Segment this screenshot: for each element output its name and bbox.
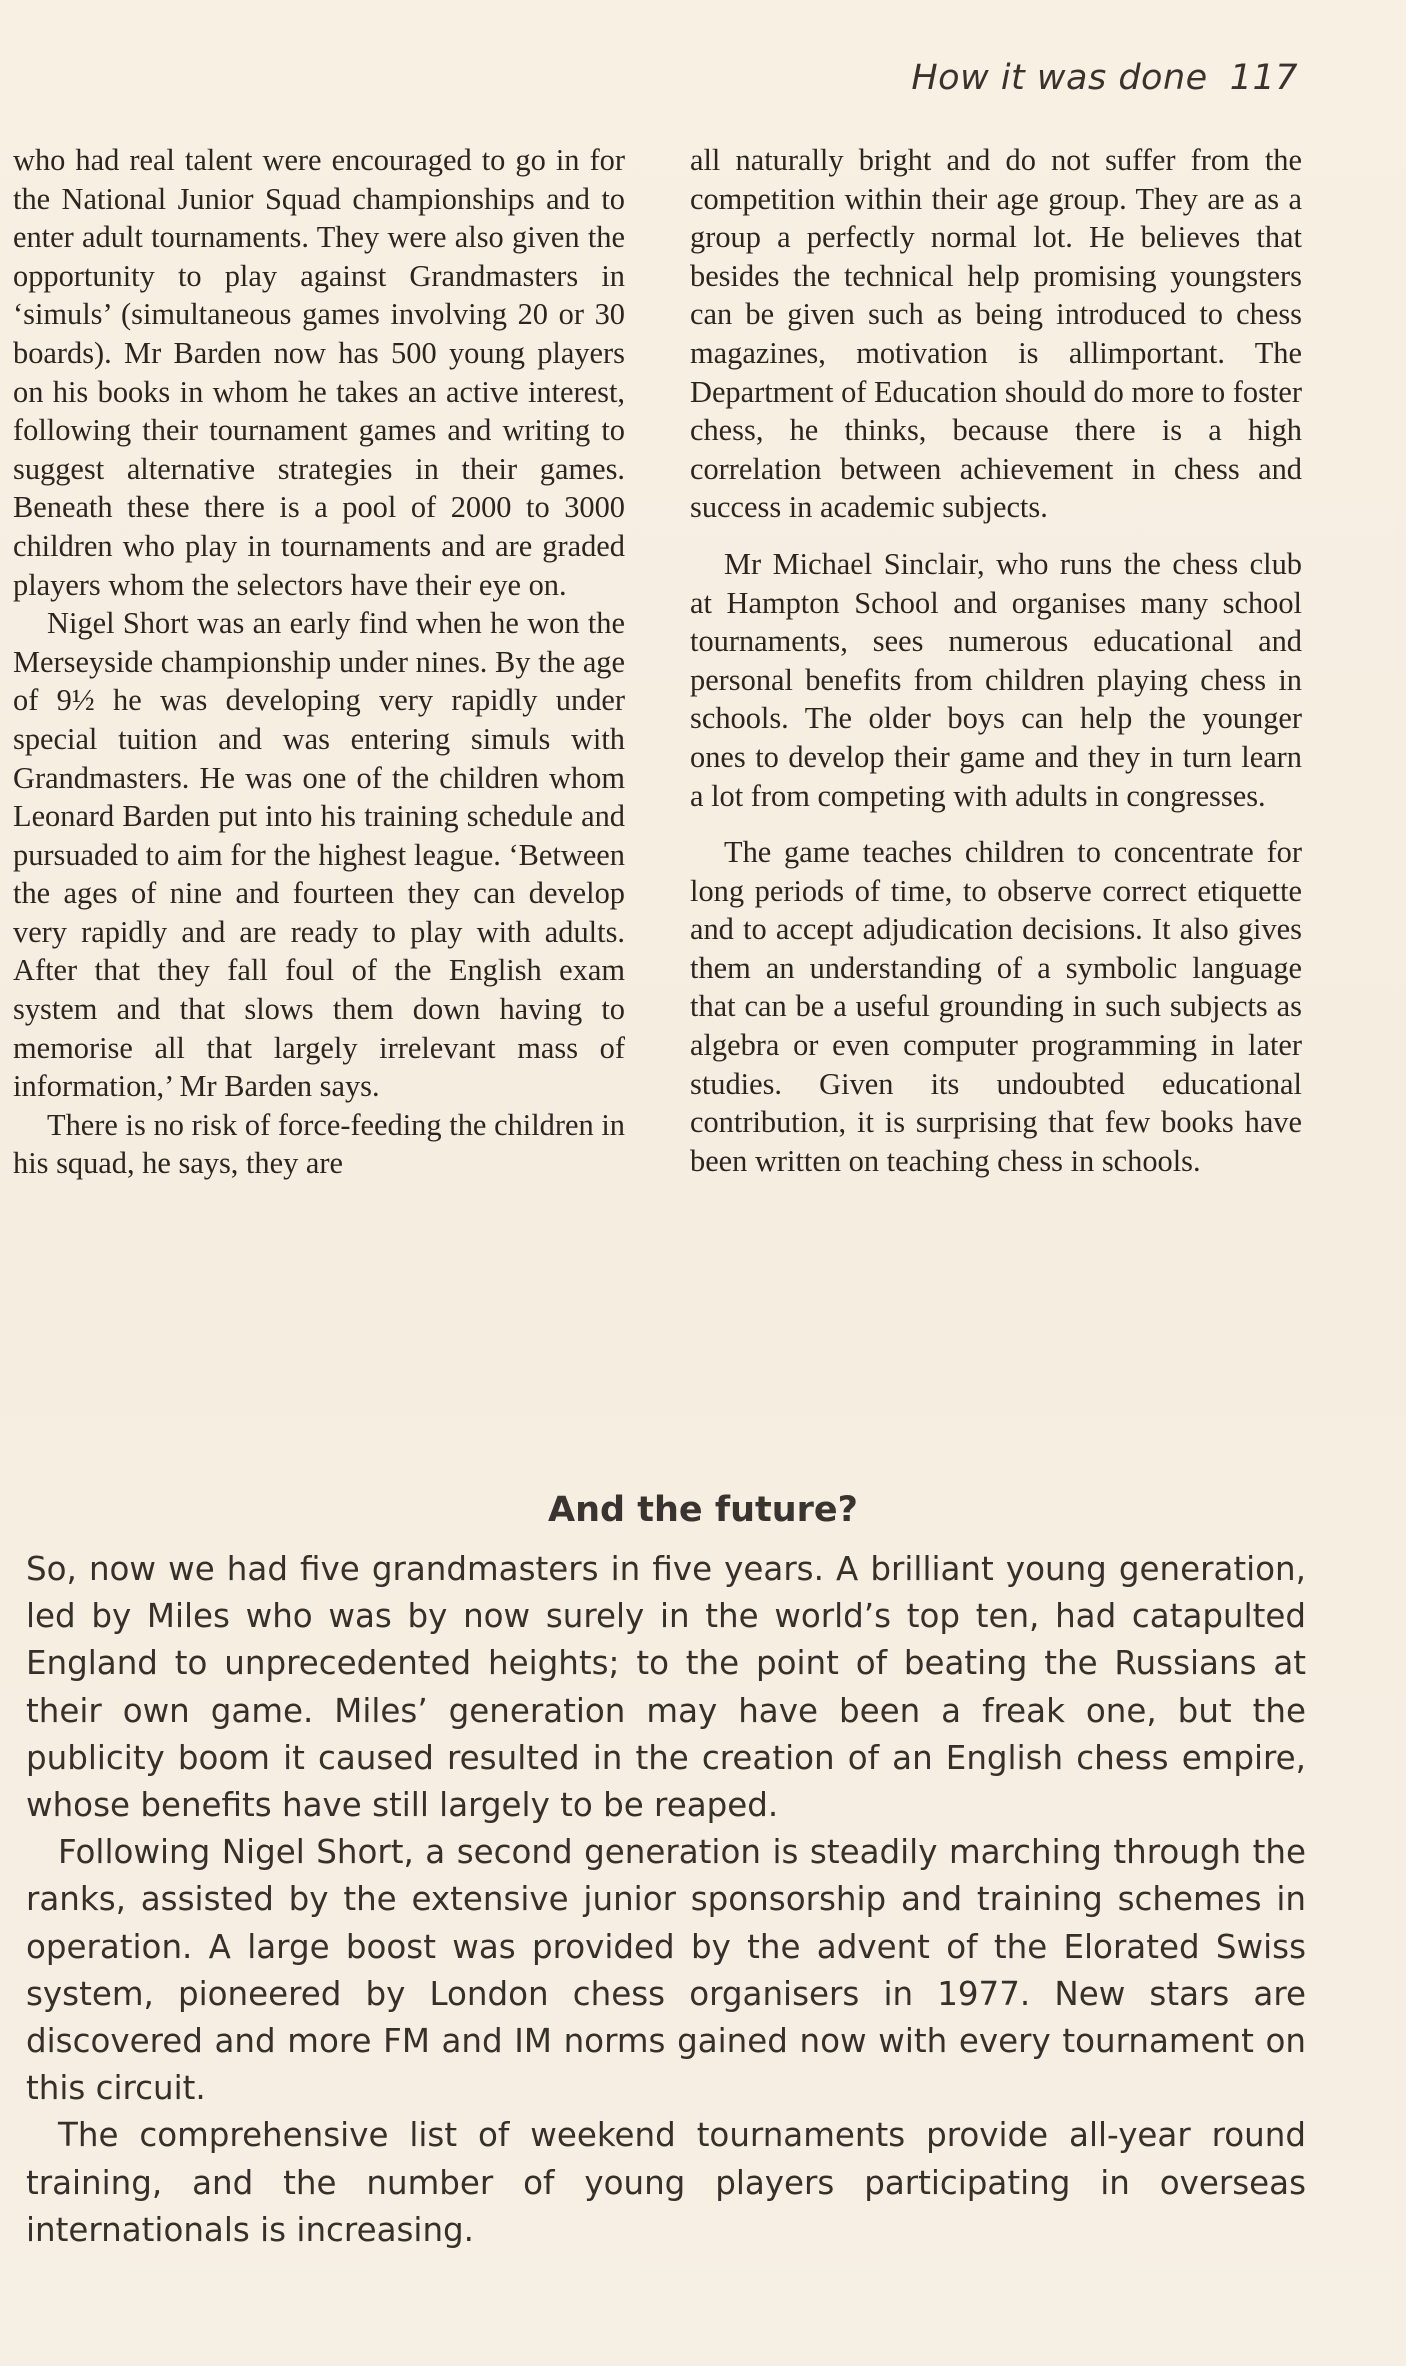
right-paragraph-2: Mr Michael Sinclair, who runs the chess club at Hampton School and organises many school tournaments, sees numerous educational and personal benefits from children playing chess in schools. The older boys can help the younger ones to develop their game and they in turn learn a lot from competing with adults in congresses. (690, 546, 1302, 813)
left-column (13, 141, 625, 1183)
page-number: 117 (1229, 58, 1298, 98)
right-paragraph-1: all naturally bright and do not suffer from the competition within their age group. They are as a group a perfectly normal lot. He believes that besides the technical help promising youngsters can be given such as being introduced to chess magazines, motivation is allimportant. The Department of Education should do more to foster chess, he thinks, because there is a high correlation between achievement in chess and success in academic subjects. (690, 143, 1302, 525)
section-paragraph-2: Following Nigel Short, a second generation is steadily marching through the ranks, assisted by the extensive junior sponsorship and training schemes in operation. A large boost was provided by the advent of the Elorated Swiss system, pioneered by London chess organisers in 1977. New stars are discovered and more FM and IM norms gained now with every tournament on this circuit. (26, 1833, 1306, 2108)
left-paragraph-2: Nigel Short was an early find when he won the Merseyside championship under nines. By the age of 9½ he was developing very rapidly under special tuition and was entering simuls with Grandmasters. He was one of the children whom Leonard Barden put into his training schedule and pursuaded to aim for the highest league. ‘Between the ages of nine and fourteen they can develop very rapidly and are ready to play with adults. After that they fall foul of the English exam system and that slows them down having to memorise all that largely irrelevant mass of information,’ Mr Barden says. (13, 606, 625, 1104)
right-column (690, 141, 1302, 1180)
running-head (911, 58, 1298, 98)
right-paragraph-3: The game teaches children to concentrate for long periods of time, to observe correct etiquette and to accept adjudication decisions. It also gives them an understanding of a symbolic language that can be a useful grounding in such subjects as algebra or even computer programming in later studies. Given its undoubted educational contribution, it is surprising that few books have been written on teaching chess in schools. (690, 835, 1302, 1178)
left-paragraph-3: There is no risk of force-feeding the children in his squad, he says, they are (13, 1107, 625, 1181)
section-body (26, 1546, 1306, 2254)
section-paragraph-3: The comprehensive list of weekend tournaments provide all-year round training, and the number of young players participating in overseas internationals is increasing. (26, 2116, 1306, 2249)
section-heading: And the future? (548, 1490, 858, 1530)
left-paragraph-1: who had real talent were encouraged to go in for the National Junior Squad championships and to enter adult tournaments. They were also given the opportunity to play against Grandmasters in ‘simuls’ (simultaneous games involving 20 or 30 boards). Mr Barden now has 500 young players on his books in whom he takes an active interest, following their tournament games and writing to suggest alternative strategies in their games. Beneath these there is a pool of 2000 to 3000 children who play in tournaments and are graded players whom the selectors have their eye on. (13, 143, 625, 602)
running-head-title: How it was done (911, 58, 1208, 98)
section-paragraph-1: So, now we had five grandmasters in five years. A brilliant young generation, led by Miles who was by now surely in the world’s top ten, had catapulted England to unprecedented heights; to the point of beating the Russians at their own game. Miles’ generation may have been a freak one, but the publicity boom it caused resulted in the creation of an English chess empire, whose benefits have still largely to be reaped. (26, 1550, 1306, 1825)
